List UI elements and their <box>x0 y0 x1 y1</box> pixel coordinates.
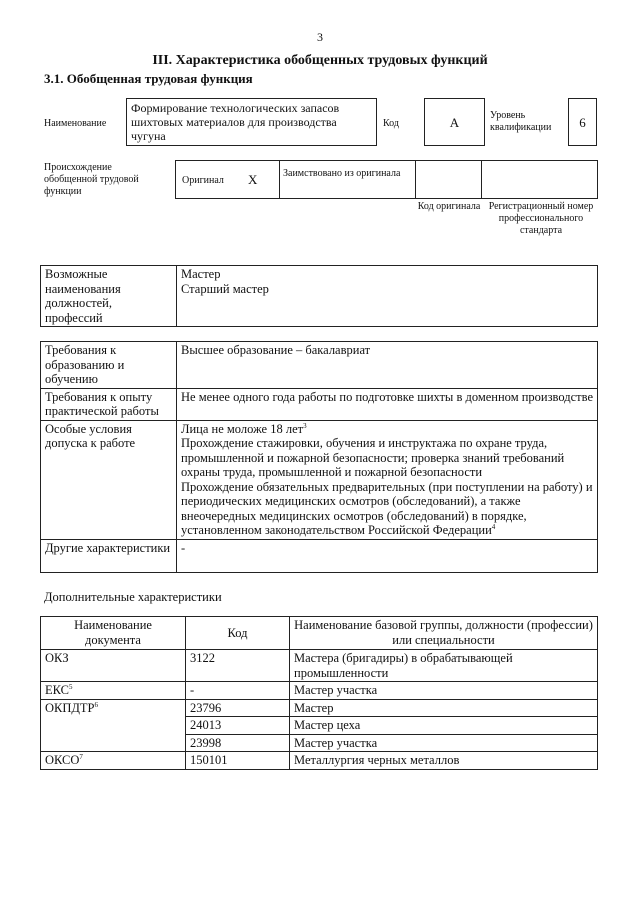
table-row <box>41 699 598 717</box>
row-doc: ОКЗ <box>45 651 69 665</box>
row-name: Металлургия черных металлов <box>290 752 598 770</box>
admission-line: Лица не моложе 18 лет <box>181 421 304 436</box>
position-item: Старший мастер <box>181 281 269 296</box>
admission-line: Прохождение обязательных предварительных (при поступлении на работу) и периодических медицинских осмотров (обследований), а также внеочередных медицинских осмотров (обследований) в порядке, установленном законодательством Российской Федерации <box>181 479 593 537</box>
row-name: Мастер участка <box>290 682 598 700</box>
admission-label: Особые условия допуска к работе <box>41 420 177 539</box>
code-caption: Код оригинала <box>417 201 481 212</box>
row-doc: ЕКС <box>45 683 69 697</box>
level-value: 6 <box>579 115 586 130</box>
name-value: Формирование технологических запасов шихтовых материалов для производства чугуна <box>131 101 340 143</box>
positions-label: Возможные наименования должностей, профессий <box>41 266 177 327</box>
col-header-document: Наименование документа <box>41 617 186 650</box>
position-item: Мастер <box>181 267 221 281</box>
divider <box>415 161 416 198</box>
name-label: Наименование <box>44 118 107 129</box>
additional-heading: Дополнительные характеристики <box>44 590 222 604</box>
page-number: 3 <box>317 30 323 44</box>
table-row <box>41 682 598 700</box>
origin-label: Происхождение обобщенной трудовой функции <box>44 162 139 197</box>
col-header-code: Код <box>186 617 290 650</box>
additional-table <box>40 616 598 770</box>
requirements-table <box>40 341 598 573</box>
table-row <box>41 752 598 770</box>
row-doc: ОКСО <box>45 753 80 767</box>
row-name: Мастер участка <box>290 734 598 752</box>
positions-table <box>40 265 598 327</box>
row-name: Мастер <box>290 699 598 717</box>
reg-caption: Регистрационный номер профессионального стандарта <box>488 201 594 236</box>
footnote: 6 <box>94 700 99 709</box>
section-title: III. Характеристика обобщенных трудовых функций <box>152 53 488 68</box>
divider <box>481 161 482 198</box>
other-label: Другие характеристики <box>41 539 177 572</box>
row-name: Мастер цеха <box>290 717 598 735</box>
table-row <box>41 650 598 682</box>
code-label: Код <box>383 118 399 129</box>
admission-value <box>177 420 598 539</box>
name-box <box>126 98 377 146</box>
other-value: - <box>177 539 598 572</box>
experience-value: Не менее одного года работы по подготовке шихты в доменном производстве <box>177 388 598 420</box>
row-code: 23998 <box>186 734 290 752</box>
footnote: 4 <box>491 522 496 531</box>
footnote: 7 <box>79 752 83 761</box>
experience-label: Требования к опыту практической работы <box>41 388 177 420</box>
positions-values <box>177 266 598 327</box>
row-doc: ОКПДТР <box>45 700 95 715</box>
row-code: 24013 <box>186 717 290 735</box>
row-name: Мастера (бригадиры) в обрабатывающей промышленности <box>290 650 598 682</box>
row-code: 3122 <box>186 650 290 682</box>
row-code: 23796 <box>186 699 290 717</box>
original-mark: X <box>248 172 258 187</box>
borrowed-label: Заимствовано из оригинала <box>283 168 401 179</box>
divider <box>279 161 280 198</box>
col-header-name: Наименование базовой группы, должности (профессии) или специальности <box>290 617 598 650</box>
level-label: Уровень квалификации <box>490 110 552 133</box>
code-value: А <box>449 115 460 130</box>
origin-box <box>175 160 598 199</box>
level-box <box>568 98 597 146</box>
education-value: Высшее образование – бакалавриат <box>177 342 598 389</box>
row-code: 150101 <box>186 752 290 770</box>
original-label: Оригинал <box>182 175 224 186</box>
row-code: - <box>186 682 290 700</box>
admission-line: Прохождение стажировки, обучения и инструктажа по охране труда, промышленной и пожарной безопасности; проверка знаний требований охраны труда, промышленной и пожарной безопасности <box>181 436 565 479</box>
education-label: Требования к образованию и обучению <box>41 342 177 389</box>
subsection-title: 3.1. Обобщенная трудовая функция <box>44 71 253 86</box>
code-box <box>424 98 485 146</box>
footnote: 3 <box>303 421 307 430</box>
footnote: 5 <box>69 682 73 691</box>
